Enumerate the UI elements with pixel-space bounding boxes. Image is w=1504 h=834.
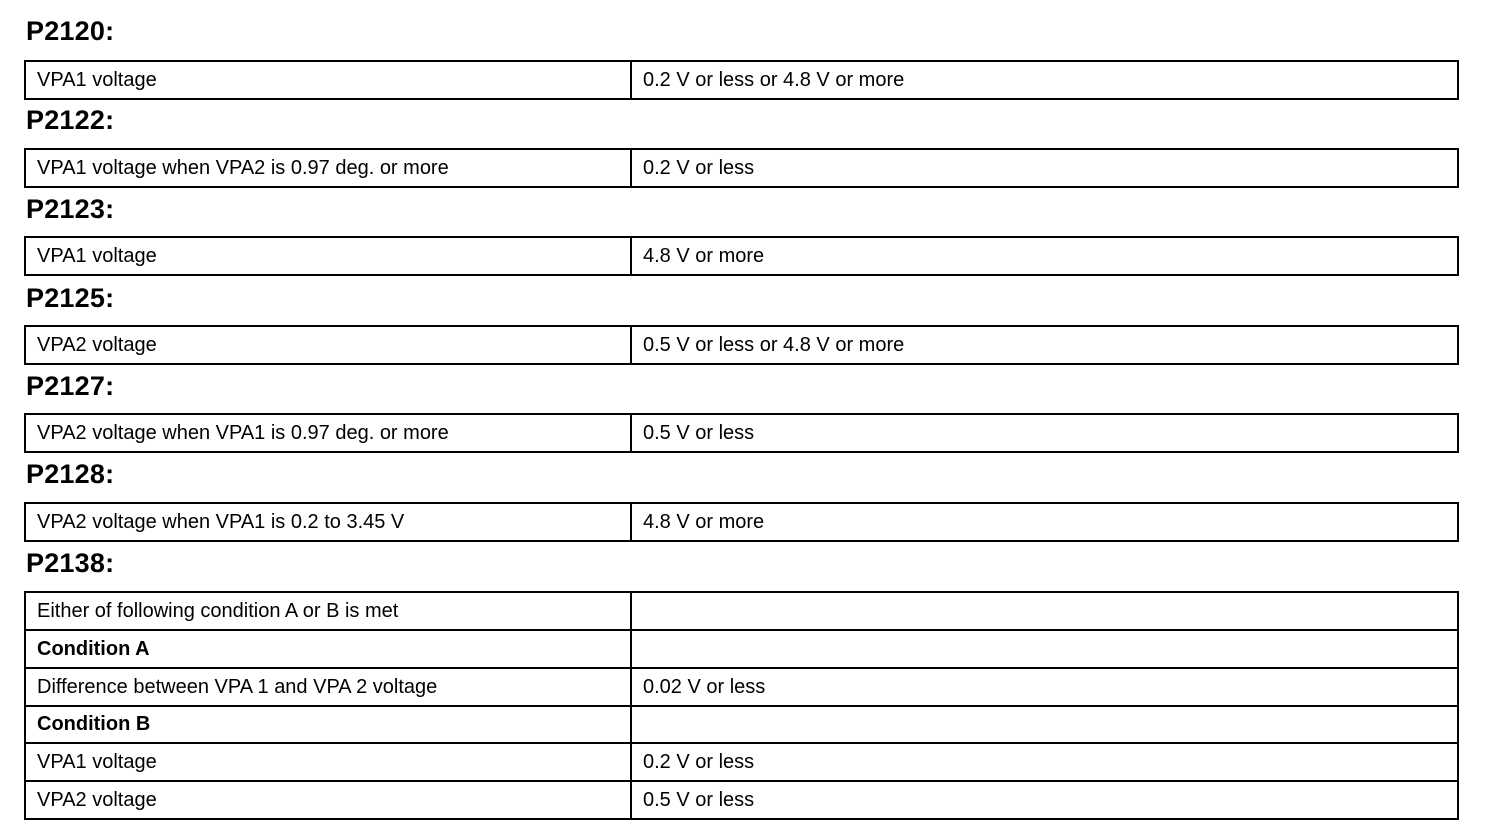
value-cell (631, 706, 1458, 743)
value-cell: 0.5 V or less (631, 414, 1458, 452)
dtc-table-p2123 (24, 236, 1459, 276)
value-cell: 4.8 V or more (631, 503, 1458, 541)
dtc-heading-p2122: P2122: (26, 105, 115, 135)
value-cell: 0.02 V or less (631, 668, 1458, 706)
dtc-heading-p2123: P2123: (26, 194, 115, 224)
dtc-table-p2125 (24, 325, 1459, 365)
value-cell: 0.5 V or less (631, 781, 1458, 819)
condition-cell: VPA1 voltage when VPA2 is 0.97 deg. or more (25, 149, 631, 187)
condition-cell: Difference between VPA 1 and VPA 2 voltage (25, 668, 631, 706)
condition-cell: VPA2 voltage (25, 781, 631, 819)
value-cell: 0.5 V or less or 4.8 V or more (631, 326, 1458, 364)
table-row (25, 706, 1458, 743)
condition-cell: VPA1 voltage (25, 743, 631, 781)
condition-cell: VPA1 voltage (25, 237, 631, 275)
value-cell: 4.8 V or more (631, 237, 1458, 275)
dtc-heading-p2127: P2127: (26, 371, 115, 401)
table-row (25, 781, 1458, 819)
condition-b-label: Condition B (25, 706, 631, 743)
value-cell: 0.2 V or less or 4.8 V or more (631, 61, 1458, 99)
table-row (25, 503, 1458, 541)
condition-cell: VPA1 voltage (25, 61, 631, 99)
dtc-table-p2128 (24, 502, 1459, 542)
dtc-heading-p2128: P2128: (26, 459, 115, 489)
condition-cell: VPA2 voltage when VPA1 is 0.2 to 3.45 V (25, 503, 631, 541)
dtc-heading-p2120: P2120: (26, 16, 115, 46)
condition-a-label: Condition A (25, 630, 631, 668)
value-cell (631, 630, 1458, 668)
dtc-heading-p2138: P2138: (26, 548, 115, 578)
table-row (25, 592, 1458, 630)
condition-cell: VPA2 voltage (25, 326, 631, 364)
table-row (25, 743, 1458, 781)
table-row (25, 61, 1458, 99)
condition-cell: Either of following condition A or B is met (25, 592, 631, 630)
dtc-table-p2122 (24, 148, 1459, 188)
table-row (25, 630, 1458, 668)
table-row (25, 668, 1458, 706)
table-row (25, 149, 1458, 187)
dtc-table-p2120 (24, 60, 1459, 100)
condition-cell: VPA2 voltage when VPA1 is 0.97 deg. or more (25, 414, 631, 452)
dtc-table-p2138 (24, 591, 1459, 820)
dtc-table-p2127 (24, 413, 1459, 453)
table-row (25, 414, 1458, 452)
value-cell: 0.2 V or less (631, 149, 1458, 187)
dtc-heading-p2125: P2125: (26, 283, 115, 313)
table-row (25, 237, 1458, 275)
value-cell: 0.2 V or less (631, 743, 1458, 781)
value-cell (631, 592, 1458, 630)
table-row (25, 326, 1458, 364)
